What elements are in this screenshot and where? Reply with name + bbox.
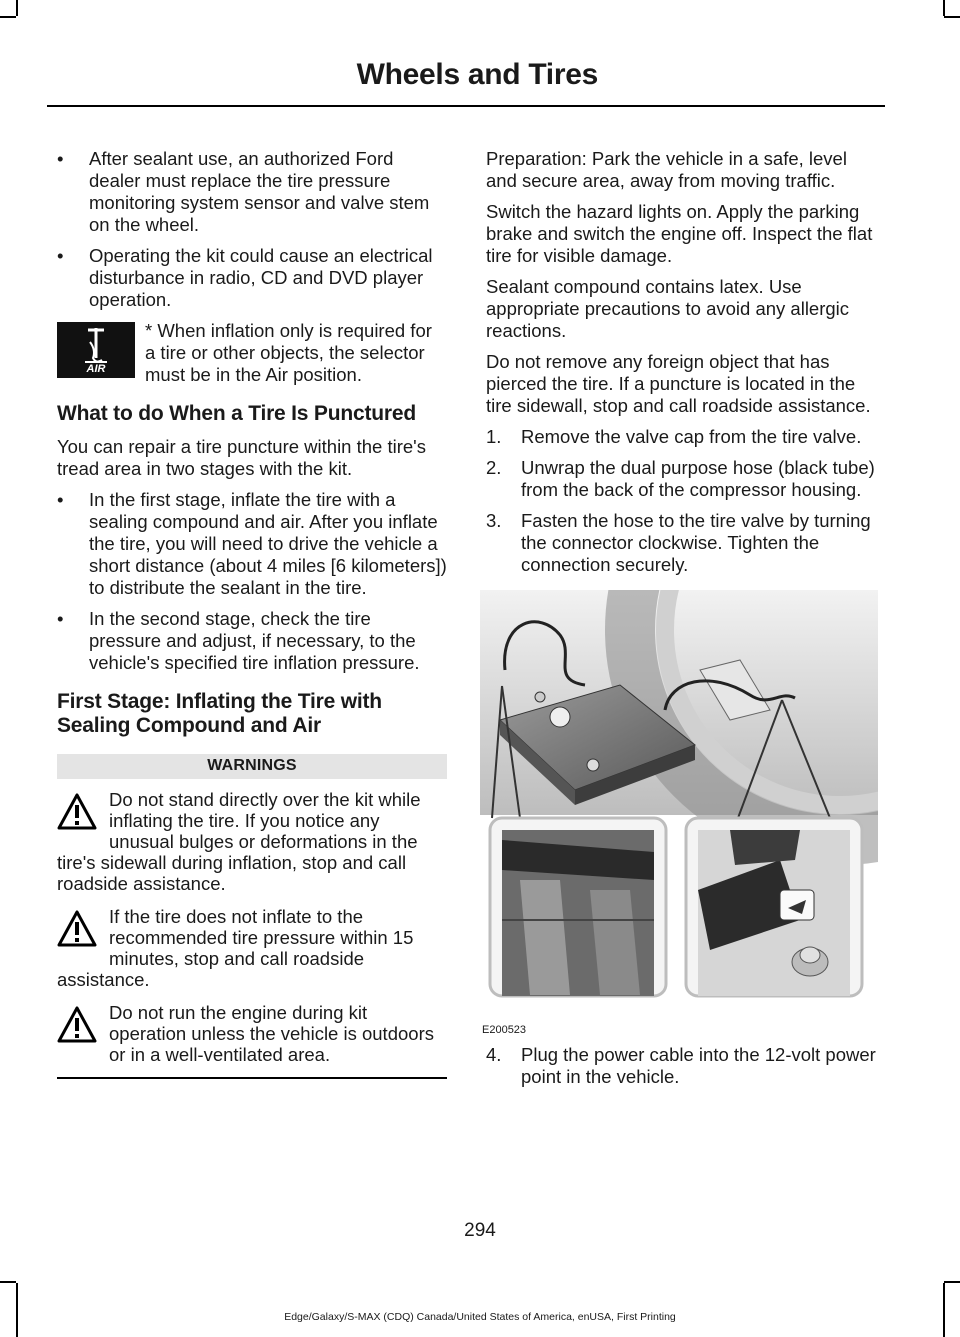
paragraph: Sealant compound contains latex. Use appropriate precautions to avoid any allergic reactions. xyxy=(486,276,850,341)
warnings-rule xyxy=(57,1077,447,1079)
bullet-item: • In the second stage, check the tire pressure and adjust, if necessary, to the vehicle's specified tire inflation pressure. xyxy=(57,608,420,673)
bullet-icon: • xyxy=(57,245,64,266)
crop-mark xyxy=(943,1283,945,1337)
paragraph: You can repair a tire puncture within the tire's tread area in two stages with the kit. xyxy=(57,436,426,479)
figure-code: E200523 xyxy=(482,1024,527,1036)
paragraph: Preparation: Park the vehicle in a safe, level and secure area, away from moving traffic. xyxy=(486,148,847,191)
warning-triangle-icon xyxy=(57,910,97,948)
bullet-item: • Operating the kit could cause an electrical disturbance in radio, CD and DVD player operation. xyxy=(57,245,433,310)
bullet-icon: • xyxy=(57,148,64,169)
page-number: 294 xyxy=(464,1220,496,1241)
section-heading-puncture: What to do When a Tire Is Punctured xyxy=(57,402,416,425)
step-item: 2. Unwrap the dual purpose hose (black tube) from the back of the compressor housing. xyxy=(486,457,875,500)
air-note xyxy=(57,320,447,386)
paragraph: Switch the hazard lights on. Apply the parking brake and switch the engine off. Inspect the flat tire for visible damage. xyxy=(486,201,873,266)
crop-mark xyxy=(16,1283,18,1337)
step-item: 1. Remove the valve cap from the tire valve. xyxy=(486,426,862,447)
section-heading-first-stage: First Stage: Inflating the Tire with Sealing Compound and Air xyxy=(57,690,382,737)
footer-text: Edge/Galaxy/S-MAX (CDQ) Canada/United States of America, enUSA, First Printing xyxy=(284,1311,676,1323)
warning-triangle-icon xyxy=(57,1006,97,1044)
left-column xyxy=(57,148,447,1079)
warning-triangle-icon xyxy=(57,793,97,831)
air-selector-icon: AIR xyxy=(57,322,135,378)
paragraph: Do not remove any foreign object that has pierced the tire. If a puncture is located in the tire sidewall, stop and call roadside assistance. xyxy=(486,351,871,416)
step-item: 3. Fasten the hose to the tire valve by turning the connector clockwise. Tighten the connection securely. xyxy=(486,510,871,575)
warnings-header: WARNINGS xyxy=(57,754,447,779)
bullet-icon: • xyxy=(57,608,64,629)
crop-mark xyxy=(0,1281,16,1283)
crop-mark xyxy=(943,0,945,16)
right-column xyxy=(482,148,882,1097)
step-item: 4. Plug the power cable into the 12-volt power point in the vehicle. xyxy=(486,1044,876,1087)
bullet-item: • In the first stage, inflate the tire with a sealing compound and air. After you inflate the tire, you will need to drive the vehicle a short distance (about 4 miles [6 kilometers]) to distribute the sealant in the tire. xyxy=(57,489,447,598)
warning-item: Do not run the engine during kit operation unless the vehicle is outdoors or in a well-ventilated area. xyxy=(57,1002,447,1065)
crop-mark xyxy=(0,16,16,18)
air-note-text: * When inflation only is required for a tire or other objects, the selector must be in the Air position. xyxy=(145,320,432,385)
warning-item: Do not stand directly over the kit while inflating the tire. If you notice any unusual bulges or deformations in the tire's sidewall during inflation, stop and call roadside assistance. xyxy=(57,789,421,894)
header-rule xyxy=(47,105,885,107)
crop-mark xyxy=(16,0,18,16)
bullet-item: • After sealant use, an authorized Ford dealer must replace the tire pressure monitoring system sensor and valve stem on the wheel. xyxy=(57,148,430,235)
compressor-illustration xyxy=(480,590,878,1036)
crop-mark xyxy=(944,16,960,18)
bullet-icon: • xyxy=(57,489,64,510)
warning-item: If the tire does not inflate to the recommended tire pressure within 15 minutes, stop and call roadside assistance. xyxy=(57,906,414,990)
tire-compressor-image xyxy=(480,590,878,1020)
crop-mark xyxy=(944,1281,960,1283)
page-title: Wheels and Tires xyxy=(356,58,598,91)
